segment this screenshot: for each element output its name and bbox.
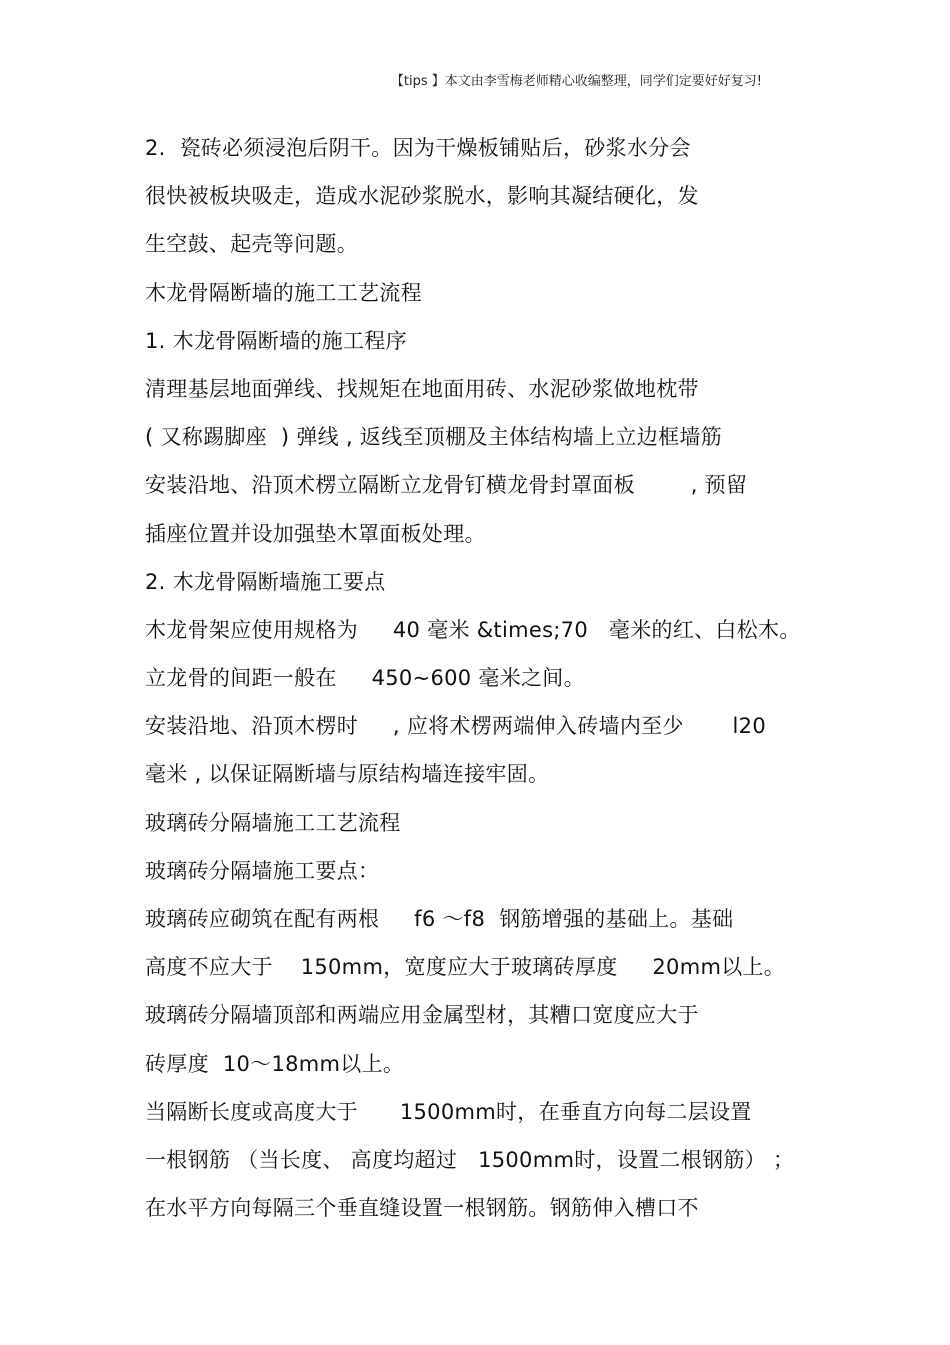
subsection-heading: 玻璃砖分隔墙施工要点： [145, 858, 380, 883]
text-line: 清理基层地面弹线、找规矩在地面用砖、水泥砂浆做地枕带 [145, 376, 699, 401]
text-line: 高度不应大于 150mm，宽度应大于玻璃砖厚度 20mm以上。 [145, 955, 786, 980]
text-line: 一根钢筋 （当长度、 高度均超过 1500mm时，设置二根钢筋） ； [145, 1147, 795, 1172]
text-line: 当隔断长度或高度大于 1500mm时，在垂直方向每二层设置 [145, 1099, 752, 1124]
text-line: 插座位置并设加强垫木罩面板处理。 [145, 521, 486, 546]
subsection-heading: 1. 木龙骨隔断墙的施工程序 [145, 328, 407, 353]
text-line: 2. 瓷砖必须浸泡后阴干。因为干燥板铺贴后，砂浆水分会 [145, 136, 691, 160]
text-line: 砖厚度 10～18mm以上。 [145, 1051, 405, 1076]
header-tips-note: 【tips 】本文由李雪梅老师精心收编整理，同学们定要好好复习! [390, 74, 762, 89]
text-line: 生空鼓、起壳等问题。 [145, 232, 358, 257]
document-body [145, 124, 825, 1232]
text-line: 安装沿地、沿顶术楞立隔断立龙骨钉横龙骨封罩面板 , 预留 [145, 473, 748, 498]
text-line: ( 又称踢脚座 ) 弹线 , 返线至顶棚及主体结构墙上立边框墙筋 [145, 425, 723, 450]
text-line: 玻璃砖应砌筑在配有两根 f6 ～f8 钢筋增强的基础上。基础 [145, 907, 734, 931]
text-line: 毫米 , 以保证隔断墙与原结构墙连接牢固。 [145, 762, 550, 787]
section-heading: 玻璃砖分隔墙施工工艺流程 [145, 810, 401, 835]
text-line: 安装沿地、沿顶木楞时 , 应将术楞两端伸入砖墙内至少 l20 [145, 714, 767, 739]
section-heading: 木龙骨隔断墙的施工工艺流程 [145, 280, 422, 305]
text-line: 木龙骨架应使用规格为 40 毫米 &times;70 毫米的红、白松木。 [145, 617, 801, 642]
text-line: 在水平方向每隔三个垂直缝设置一根钢筋。钢筋伸入槽口不 [145, 1196, 699, 1221]
text-line: 玻璃砖分隔墙顶部和两端应用金属型材，其糟口宽度应大于 [145, 1003, 699, 1028]
text-line: 很快被板块吸走，造成水泥砂浆脱水，影响其凝结硬化，发 [145, 184, 699, 209]
text-line: 立龙骨的间距一般在 450~600 毫米之间。 [145, 666, 585, 691]
subsection-heading: 2. 木龙骨隔断墙施工要点 [145, 569, 386, 594]
